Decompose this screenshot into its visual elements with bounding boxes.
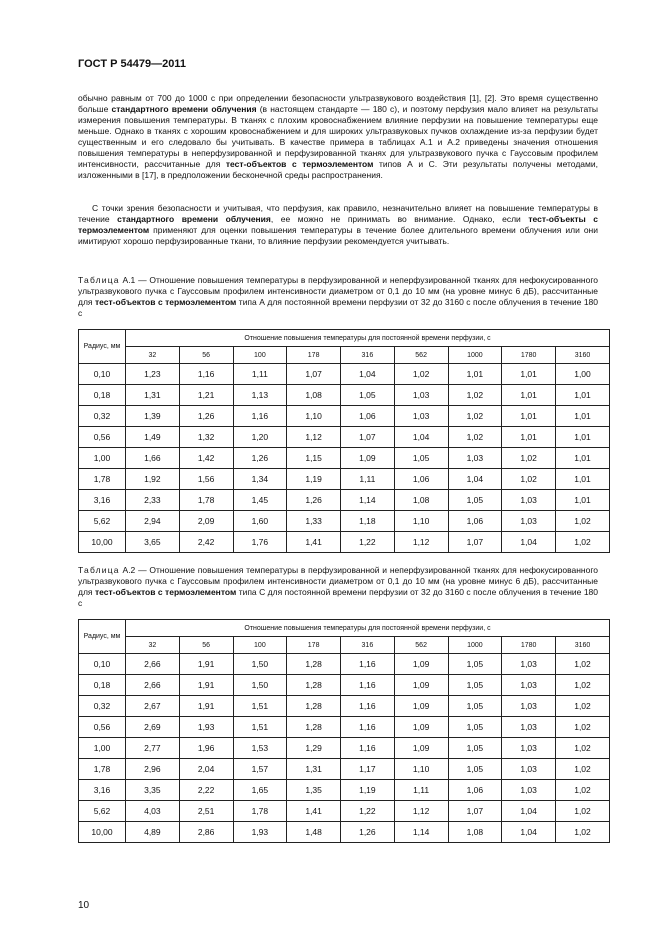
text-run: типов А и С. Эти результаты получены методами, изложенными в [17], в предположении бесконечной среды распространения. — [78, 159, 598, 180]
ratio-cell: 1,39 — [126, 406, 180, 427]
ratio-cell: 1,05 — [448, 654, 502, 675]
ratio-cell: 1,05 — [394, 448, 448, 469]
column-header: 178 — [287, 637, 341, 654]
table-row — [79, 385, 610, 406]
ratio-cell: 1,22 — [341, 532, 395, 553]
text-run: А.2 — Отношение повышения температуры в перфузированной и неперфузированной тканях для нефокусированного ультразвукового пучка с Гауссовым профилем интенсивности диаметром от 0,1 до 10 мм (на уровне минус 6 дБ), рассчитанные для — [78, 565, 598, 597]
radius-cell: 0,56 — [79, 427, 126, 448]
ratio-cell: 1,02 — [502, 448, 556, 469]
ratio-cell: 1,05 — [448, 675, 502, 696]
text-run: (в настоящем стандарте — 180 с), и поэтому перфузия мало влияет на результаты измерения повышения температуры. В тканях с плохим кровоснабжением влияние перфузии на повышение температуры еще меньше. Однако в тканях с хорошим кровоснабжением и для широких ультразвуковых пучков охлаждение из-за перфузии будет существенным и его следовало бы учитывать. В качестве примера в таблицах А.1 и А.2 приведены значения отношения повышения температуры в неперфузированной и перфузированной тканях для ультразвукового пучка с Гауссовым профилем интенсивности, рассчитанные для — [78, 104, 598, 169]
ratio-cell: 1,03 — [502, 780, 556, 801]
ratio-cell: 1,08 — [448, 822, 502, 843]
ratio-cell: 1,03 — [448, 448, 502, 469]
ratio-cell: 1,16 — [341, 738, 395, 759]
table-a1-caption — [78, 275, 598, 319]
ratio-cell: 2,51 — [179, 801, 233, 822]
ratio-cell: 1,50 — [233, 675, 287, 696]
ratio-cell: 1,10 — [287, 406, 341, 427]
ratio-cell: 1,03 — [502, 759, 556, 780]
ratio-cell: 1,01 — [502, 364, 556, 385]
ratio-cell: 1,00 — [556, 364, 610, 385]
column-header: 316 — [341, 347, 395, 364]
ratio-cell: 1,03 — [394, 385, 448, 406]
ratio-cell: 1,92 — [126, 469, 180, 490]
ratio-cell: 1,03 — [502, 490, 556, 511]
radius-cell: 0,10 — [79, 654, 126, 675]
table-row — [79, 654, 610, 675]
ratio-cell: 1,29 — [287, 738, 341, 759]
ratio-cell: 1,03 — [502, 654, 556, 675]
ratio-cell: 1,02 — [556, 654, 610, 675]
table-row — [79, 759, 610, 780]
ratio-cell: 1,14 — [341, 490, 395, 511]
ratio-cell: 1,10 — [394, 511, 448, 532]
ratio-cell: 1,48 — [287, 822, 341, 843]
table-row — [79, 780, 610, 801]
ratio-cell: 1,31 — [126, 385, 180, 406]
column-header: 1000 — [448, 637, 502, 654]
column-header: 3160 — [556, 347, 610, 364]
ratio-cell: 1,04 — [502, 801, 556, 822]
table-row — [79, 822, 610, 843]
ratio-cell: 1,01 — [556, 469, 610, 490]
table-a2-caption — [78, 565, 598, 609]
ratio-cell: 1,66 — [126, 448, 180, 469]
column-header: 1780 — [502, 347, 556, 364]
ratio-cell: 1,21 — [179, 385, 233, 406]
bold-term: тест-объектов с термоэлементом — [94, 587, 237, 597]
ratio-cell: 1,04 — [502, 822, 556, 843]
bold-term: тест-объекты с термоэлементом — [78, 214, 598, 235]
table-row — [79, 696, 610, 717]
ratio-cell: 1,01 — [556, 427, 610, 448]
ratio-cell: 1,02 — [556, 822, 610, 843]
ratio-cell: 1,06 — [448, 511, 502, 532]
ratio-cell: 1,02 — [448, 406, 502, 427]
ratio-cell: 1,35 — [287, 780, 341, 801]
ratio-cell: 1,22 — [341, 801, 395, 822]
ratio-cell: 1,11 — [233, 364, 287, 385]
ratio-cell: 1,02 — [556, 696, 610, 717]
ratio-cell: 1,65 — [233, 780, 287, 801]
ratio-cell: 1,34 — [233, 469, 287, 490]
ratio-cell: 1,04 — [394, 427, 448, 448]
ratio-cell: 1,16 — [233, 406, 287, 427]
text-run: типа С для постоянной времени перфузии от 32 до 3160 с после облучения в течение 180 с — [78, 587, 599, 608]
ratio-cell: 1,26 — [287, 490, 341, 511]
ratio-cell: 1,04 — [502, 532, 556, 553]
ratio-cell: 2,09 — [179, 511, 233, 532]
ratio-cell: 1,01 — [502, 406, 556, 427]
perfusion-constant-header: Отношение повышения температуры для постоянной времени перфузии, с — [126, 330, 610, 347]
ratio-cell: 1,04 — [448, 469, 502, 490]
ratio-cell: 1,02 — [448, 427, 502, 448]
ratio-cell: 1,16 — [341, 717, 395, 738]
ratio-cell: 1,26 — [341, 822, 395, 843]
ratio-cell: 1,02 — [556, 532, 610, 553]
ratio-cell: 1,28 — [287, 717, 341, 738]
ratio-cell: 2,86 — [179, 822, 233, 843]
column-header: 316 — [341, 637, 395, 654]
ratio-cell: 1,03 — [502, 675, 556, 696]
table-row — [79, 511, 610, 532]
ratio-cell: 1,51 — [233, 717, 287, 738]
ratio-cell: 1,60 — [233, 511, 287, 532]
radius-cell: 0,32 — [79, 696, 126, 717]
radius-cell: 1,78 — [79, 469, 126, 490]
ratio-cell: 1,09 — [394, 717, 448, 738]
ratio-cell: 1,16 — [179, 364, 233, 385]
ratio-cell: 1,09 — [394, 675, 448, 696]
ratio-cell: 1,19 — [287, 469, 341, 490]
ratio-cell: 1,03 — [502, 717, 556, 738]
ratio-cell: 2,04 — [179, 759, 233, 780]
ratio-cell: 1,02 — [394, 364, 448, 385]
ratio-cell: 3,65 — [126, 532, 180, 553]
column-header: 178 — [287, 347, 341, 364]
ratio-cell: 1,28 — [287, 696, 341, 717]
ratio-cell: 1,07 — [341, 427, 395, 448]
ratio-cell: 1,05 — [448, 717, 502, 738]
table-a2-caption-text — [78, 565, 598, 608]
ratio-cell: 1,78 — [233, 801, 287, 822]
column-header: 1780 — [502, 637, 556, 654]
ratio-cell: 1,01 — [448, 364, 502, 385]
ratio-cell: 1,31 — [287, 759, 341, 780]
ratio-cell: 1,18 — [341, 511, 395, 532]
ratio-cell: 1,03 — [502, 738, 556, 759]
column-header: 100 — [233, 637, 287, 654]
ratio-cell: 4,89 — [126, 822, 180, 843]
ratio-cell: 1,09 — [341, 448, 395, 469]
ratio-cell: 1,56 — [179, 469, 233, 490]
ratio-cell: 1,93 — [233, 822, 287, 843]
ratio-cell: 1,01 — [556, 448, 610, 469]
ratio-cell: 1,28 — [287, 675, 341, 696]
ratio-cell: 2,96 — [126, 759, 180, 780]
ratio-cell: 1,06 — [448, 780, 502, 801]
ratio-cell: 1,10 — [394, 759, 448, 780]
ratio-cell: 1,15 — [287, 448, 341, 469]
column-header: 32 — [126, 637, 180, 654]
radius-cell: 1,00 — [79, 738, 126, 759]
ratio-cell: 1,96 — [179, 738, 233, 759]
ratio-cell: 1,02 — [556, 801, 610, 822]
bold-term: стандартного времени облучения — [117, 214, 271, 224]
column-header: 3160 — [556, 637, 610, 654]
ratio-cell: 1,07 — [448, 532, 502, 553]
radius-cell: 5,62 — [79, 511, 126, 532]
ratio-cell: 2,94 — [126, 511, 180, 532]
table-row — [79, 532, 610, 553]
ratio-cell: 1,02 — [556, 717, 610, 738]
ratio-cell: 1,12 — [394, 801, 448, 822]
ratio-cell: 1,01 — [502, 385, 556, 406]
paragraph-perfusion-intro — [78, 93, 598, 181]
ratio-cell: 1,02 — [556, 511, 610, 532]
column-header: 562 — [394, 347, 448, 364]
ratio-cell: 1,11 — [341, 469, 395, 490]
ratio-cell: 1,02 — [556, 675, 610, 696]
table-a2 — [78, 619, 610, 843]
radius-cell: 0,18 — [79, 675, 126, 696]
radius-cell: 3,16 — [79, 490, 126, 511]
column-header: 1000 — [448, 347, 502, 364]
ratio-cell: 1,12 — [287, 427, 341, 448]
radius-header: Радиус, мм — [79, 330, 126, 364]
ratio-cell: 3,35 — [126, 780, 180, 801]
text-run: применяют для оценки повышения температуры в течение более длительного времени облучения или они имитируют хорошо перфузированные ткани, то влияние перфузии рекомендуется учитывать. — [78, 225, 598, 246]
ratio-cell: 1,13 — [233, 385, 287, 406]
ratio-cell: 2,67 — [126, 696, 180, 717]
radius-cell: 1,78 — [79, 759, 126, 780]
radius-cell: 0,56 — [79, 717, 126, 738]
ratio-cell: 2,66 — [126, 675, 180, 696]
ratio-cell: 1,49 — [126, 427, 180, 448]
column-header: 32 — [126, 347, 180, 364]
ratio-cell: 2,77 — [126, 738, 180, 759]
document-header: ГОСТ Р 54479—2011 — [78, 58, 186, 70]
ratio-cell: 1,16 — [341, 696, 395, 717]
ratio-cell: 1,57 — [233, 759, 287, 780]
radius-cell: 0,32 — [79, 406, 126, 427]
ratio-cell: 1,76 — [233, 532, 287, 553]
ratio-cell: 1,26 — [179, 406, 233, 427]
ratio-cell: 1,11 — [394, 780, 448, 801]
ratio-cell: 1,45 — [233, 490, 287, 511]
table-row — [79, 717, 610, 738]
ratio-cell: 1,08 — [394, 490, 448, 511]
ratio-cell: 1,26 — [233, 448, 287, 469]
ratio-cell: 1,02 — [448, 385, 502, 406]
column-header: 100 — [233, 347, 287, 364]
radius-cell: 1,00 — [79, 448, 126, 469]
ratio-cell: 1,05 — [448, 696, 502, 717]
ratio-cell: 1,01 — [556, 385, 610, 406]
ratio-cell: 1,28 — [287, 654, 341, 675]
ratio-cell: 1,01 — [556, 406, 610, 427]
table-row — [79, 490, 610, 511]
table-a1-label: Таблица — [78, 275, 120, 285]
table-row — [79, 448, 610, 469]
ratio-cell: 1,06 — [341, 406, 395, 427]
ratio-cell: 1,05 — [341, 385, 395, 406]
ratio-cell: 1,19 — [341, 780, 395, 801]
radius-header: Радиус, мм — [79, 620, 126, 654]
ratio-cell: 1,32 — [179, 427, 233, 448]
table-row — [79, 801, 610, 822]
ratio-cell: 1,02 — [502, 469, 556, 490]
ratio-cell: 2,33 — [126, 490, 180, 511]
ratio-cell: 1,03 — [502, 696, 556, 717]
radius-cell: 0,10 — [79, 364, 126, 385]
ratio-cell: 1,03 — [394, 406, 448, 427]
text-run: , ее можно не принимать во внимание. Однако, если — [270, 214, 529, 224]
ratio-cell: 1,91 — [179, 675, 233, 696]
ratio-cell: 1,07 — [287, 364, 341, 385]
column-header: 56 — [179, 347, 233, 364]
ratio-cell: 1,93 — [179, 717, 233, 738]
ratio-cell: 1,91 — [179, 654, 233, 675]
ratio-cell: 1,16 — [341, 654, 395, 675]
table-row — [79, 406, 610, 427]
ratio-cell: 1,50 — [233, 654, 287, 675]
ratio-cell: 1,05 — [448, 738, 502, 759]
ratio-cell: 1,33 — [287, 511, 341, 532]
paragraph-safety-note — [78, 203, 598, 247]
text-run: типа А для постоянной времени перфузии от 32 до 3160 с после облучения в течение 180 с — [78, 297, 599, 318]
text-run: обычно равным от 700 до 1000 с при определении безопасности ультразвукового воздействия [1], [2]. Это время существенно больше — [78, 93, 598, 114]
column-header: 56 — [179, 637, 233, 654]
radius-cell: 0,18 — [79, 385, 126, 406]
ratio-cell: 1,05 — [448, 759, 502, 780]
ratio-cell: 1,20 — [233, 427, 287, 448]
ratio-cell: 1,03 — [502, 511, 556, 532]
ratio-cell: 1,16 — [341, 675, 395, 696]
ratio-cell: 2,22 — [179, 780, 233, 801]
ratio-cell: 1,09 — [394, 738, 448, 759]
ratio-cell: 1,78 — [179, 490, 233, 511]
ratio-cell: 1,02 — [556, 780, 610, 801]
ratio-cell: 1,01 — [502, 427, 556, 448]
perfusion-constant-header: Отношение повышения температуры для постоянной времени перфузии, с — [126, 620, 610, 637]
bold-term: тест-объектов с термоэлементом — [225, 159, 374, 169]
bold-term: стандартного времени облучения — [111, 104, 257, 114]
text-run: С точки зрения безопасности и учитывая, что перфузия, как правило, незначительно влияет на повышение температуры в течение — [78, 203, 598, 224]
ratio-cell: 1,17 — [341, 759, 395, 780]
ratio-cell: 1,23 — [126, 364, 180, 385]
ratio-cell: 1,41 — [287, 532, 341, 553]
radius-cell: 10,00 — [79, 822, 126, 843]
ratio-cell: 1,04 — [341, 364, 395, 385]
ratio-cell: 1,02 — [556, 738, 610, 759]
ratio-cell: 1,42 — [179, 448, 233, 469]
ratio-cell: 1,41 — [287, 801, 341, 822]
ratio-cell: 1,08 — [287, 385, 341, 406]
text-run: А.1 — Отношение повышения температуры в перфузированной и неперфузированной тканях для нефокусированного ультразвукового пучка с Гауссовым профилем интенсивности диаметром от 0,1 до 10 мм (на уровне минус 6 дБ), рассчитанные для — [78, 275, 598, 307]
column-header: 562 — [394, 637, 448, 654]
ratio-cell: 1,91 — [179, 696, 233, 717]
ratio-cell: 1,14 — [394, 822, 448, 843]
radius-cell: 3,16 — [79, 780, 126, 801]
table-a1 — [78, 329, 610, 553]
ratio-cell: 1,51 — [233, 696, 287, 717]
radius-cell: 5,62 — [79, 801, 126, 822]
ratio-cell: 2,42 — [179, 532, 233, 553]
ratio-cell: 1,02 — [556, 759, 610, 780]
table-row — [79, 469, 610, 490]
ratio-cell: 1,09 — [394, 696, 448, 717]
ratio-cell: 1,12 — [394, 532, 448, 553]
table-row — [79, 427, 610, 448]
table-row — [79, 738, 610, 759]
page-number: 10 — [78, 900, 90, 911]
table-row — [79, 675, 610, 696]
ratio-cell: 2,66 — [126, 654, 180, 675]
table-row — [79, 364, 610, 385]
ratio-cell: 2,69 — [126, 717, 180, 738]
ratio-cell: 1,06 — [394, 469, 448, 490]
ratio-cell: 1,53 — [233, 738, 287, 759]
ratio-cell: 1,01 — [556, 490, 610, 511]
ratio-cell: 1,07 — [448, 801, 502, 822]
radius-cell: 10,00 — [79, 532, 126, 553]
ratio-cell: 1,05 — [448, 490, 502, 511]
ratio-cell: 1,09 — [394, 654, 448, 675]
table-a1-caption-text — [78, 275, 598, 318]
bold-term: тест-объектов с термоэлементом — [95, 297, 237, 307]
table-a2-label: Таблица — [78, 565, 120, 575]
ratio-cell: 4,03 — [126, 801, 180, 822]
